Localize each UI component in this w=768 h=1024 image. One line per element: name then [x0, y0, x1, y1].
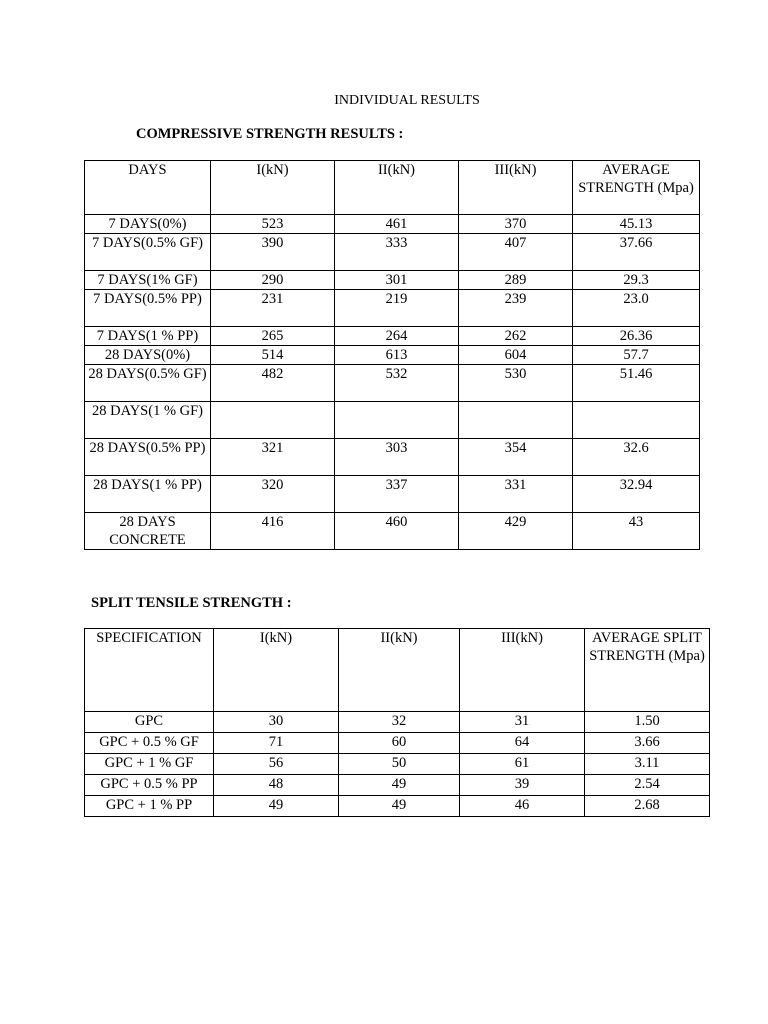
table-cell: 604: [459, 346, 573, 365]
table-cell: 29.3: [573, 271, 700, 290]
column-header-i: I(kN): [214, 629, 339, 712]
row-label-cell: GPC + 0.5 % GF: [85, 733, 214, 754]
table-cell: 39: [460, 775, 585, 796]
table-cell: 429: [459, 513, 573, 550]
table-cell: 51.46: [573, 365, 700, 402]
table-cell: 523: [211, 215, 335, 234]
table-row: [85, 439, 700, 476]
row-label-cell: 28 DAYS(0.5% PP): [85, 439, 211, 476]
column-header-iii: III(kN): [459, 161, 573, 215]
table-cell: 514: [211, 346, 335, 365]
table-cell: 48: [214, 775, 339, 796]
table-cell: 32: [339, 712, 460, 733]
table-cell: 264: [335, 327, 459, 346]
table-cell: 46: [460, 796, 585, 817]
column-header-days: DAYS: [85, 161, 211, 215]
table-cell: 331: [459, 476, 573, 513]
table-cell: 64: [460, 733, 585, 754]
row-label-cell: 7 DAYS(0.5% GF): [85, 234, 211, 271]
table-cell: 45.13: [573, 215, 700, 234]
table-row: [85, 476, 700, 513]
column-header-i: I(kN): [211, 161, 335, 215]
table-header-row: [85, 629, 710, 712]
table-row: [85, 346, 700, 365]
table-cell: 354: [459, 439, 573, 476]
page-title: INDIVIDUAL RESULTS: [334, 93, 480, 108]
table-row: [85, 402, 700, 439]
row-label-cell: GPC + 1 % GF: [85, 754, 214, 775]
split-tensile-table: [84, 628, 710, 817]
table-row: [85, 365, 700, 402]
column-header-ii: II(kN): [335, 161, 459, 215]
row-label-cell: 7 DAYS(1% GF): [85, 271, 211, 290]
table-cell: 57.7: [573, 346, 700, 365]
table-cell: [573, 402, 700, 439]
split-tensile-heading: SPLIT TENSILE STRENGTH :: [91, 595, 292, 611]
row-label-cell: 28 DAYS(0.5% GF): [85, 365, 211, 402]
table-cell: 71: [214, 733, 339, 754]
table-cell: 219: [335, 290, 459, 327]
table-row: [85, 712, 710, 733]
table-row: [85, 775, 710, 796]
table-row: [85, 215, 700, 234]
table-cell: 461: [335, 215, 459, 234]
compressive-strength-table: [84, 160, 700, 550]
table-cell: 370: [459, 215, 573, 234]
table-cell: 60: [339, 733, 460, 754]
table-cell: 231: [211, 290, 335, 327]
row-label-cell: GPC + 0.5 % PP: [85, 775, 214, 796]
table-cell: [211, 402, 335, 439]
table-row: [85, 290, 700, 327]
column-header-specification: SPECIFICATION: [85, 629, 214, 712]
row-label-cell: 28 DAYS CONCRETE: [85, 513, 211, 550]
table-cell: 61: [460, 754, 585, 775]
table-cell: [459, 402, 573, 439]
table-cell: 320: [211, 476, 335, 513]
table-cell: 416: [211, 513, 335, 550]
table-cell: 301: [335, 271, 459, 290]
table-cell: 26.36: [573, 327, 700, 346]
table-cell: 43: [573, 513, 700, 550]
table-row: [85, 271, 700, 290]
table-cell: 613: [335, 346, 459, 365]
table-cell: 1.50: [585, 712, 710, 733]
column-header-average: AVERAGE SPLIT STRENGTH (Mpa): [585, 629, 710, 712]
table-cell: 23.0: [573, 290, 700, 327]
table-cell: 32.94: [573, 476, 700, 513]
table-cell: 31: [460, 712, 585, 733]
row-label-cell: 28 DAYS(1 % PP): [85, 476, 211, 513]
table-row: [85, 327, 700, 346]
row-label-cell: GPC: [85, 712, 214, 733]
table-cell: 56: [214, 754, 339, 775]
table-cell: 2.68: [585, 796, 710, 817]
table-cell: 32.6: [573, 439, 700, 476]
table-cell: 2.54: [585, 775, 710, 796]
table-cell: [335, 402, 459, 439]
table-cell: 49: [214, 796, 339, 817]
row-label-cell: 28 DAYS(1 % GF): [85, 402, 211, 439]
table-cell: 482: [211, 365, 335, 402]
table-header-row: [85, 161, 700, 215]
table-cell: 262: [459, 327, 573, 346]
row-label-cell: 7 DAYS(1 % PP): [85, 327, 211, 346]
column-header-ii: II(kN): [339, 629, 460, 712]
row-label-cell: 7 DAYS(0%): [85, 215, 211, 234]
row-label-cell: GPC + 1 % PP: [85, 796, 214, 817]
table-cell: 530: [459, 365, 573, 402]
table-cell: 239: [459, 290, 573, 327]
table-row: [85, 733, 710, 754]
table-cell: 30: [214, 712, 339, 733]
table-cell: 289: [459, 271, 573, 290]
table-row: [85, 234, 700, 271]
table-row: [85, 796, 710, 817]
row-label-cell: 28 DAYS(0%): [85, 346, 211, 365]
table-cell: 37.66: [573, 234, 700, 271]
table-cell: 337: [335, 476, 459, 513]
table-row: [85, 754, 710, 775]
column-header-average: AVERAGE STRENGTH (Mpa): [573, 161, 700, 215]
table-cell: 49: [339, 775, 460, 796]
column-header-iii: III(kN): [460, 629, 585, 712]
row-label-cell: 7 DAYS(0.5% PP): [85, 290, 211, 327]
table-row: [85, 513, 700, 550]
table-cell: 333: [335, 234, 459, 271]
compressive-strength-heading: COMPRESSIVE STRENGTH RESULTS :: [136, 126, 404, 142]
table-cell: 407: [459, 234, 573, 271]
table-cell: 303: [335, 439, 459, 476]
table-cell: 3.66: [585, 733, 710, 754]
table-cell: 290: [211, 271, 335, 290]
table-cell: 532: [335, 365, 459, 402]
table-cell: 460: [335, 513, 459, 550]
table-cell: 390: [211, 234, 335, 271]
table-cell: 265: [211, 327, 335, 346]
table-cell: 321: [211, 439, 335, 476]
table-cell: 49: [339, 796, 460, 817]
table-cell: 3.11: [585, 754, 710, 775]
table-cell: 50: [339, 754, 460, 775]
